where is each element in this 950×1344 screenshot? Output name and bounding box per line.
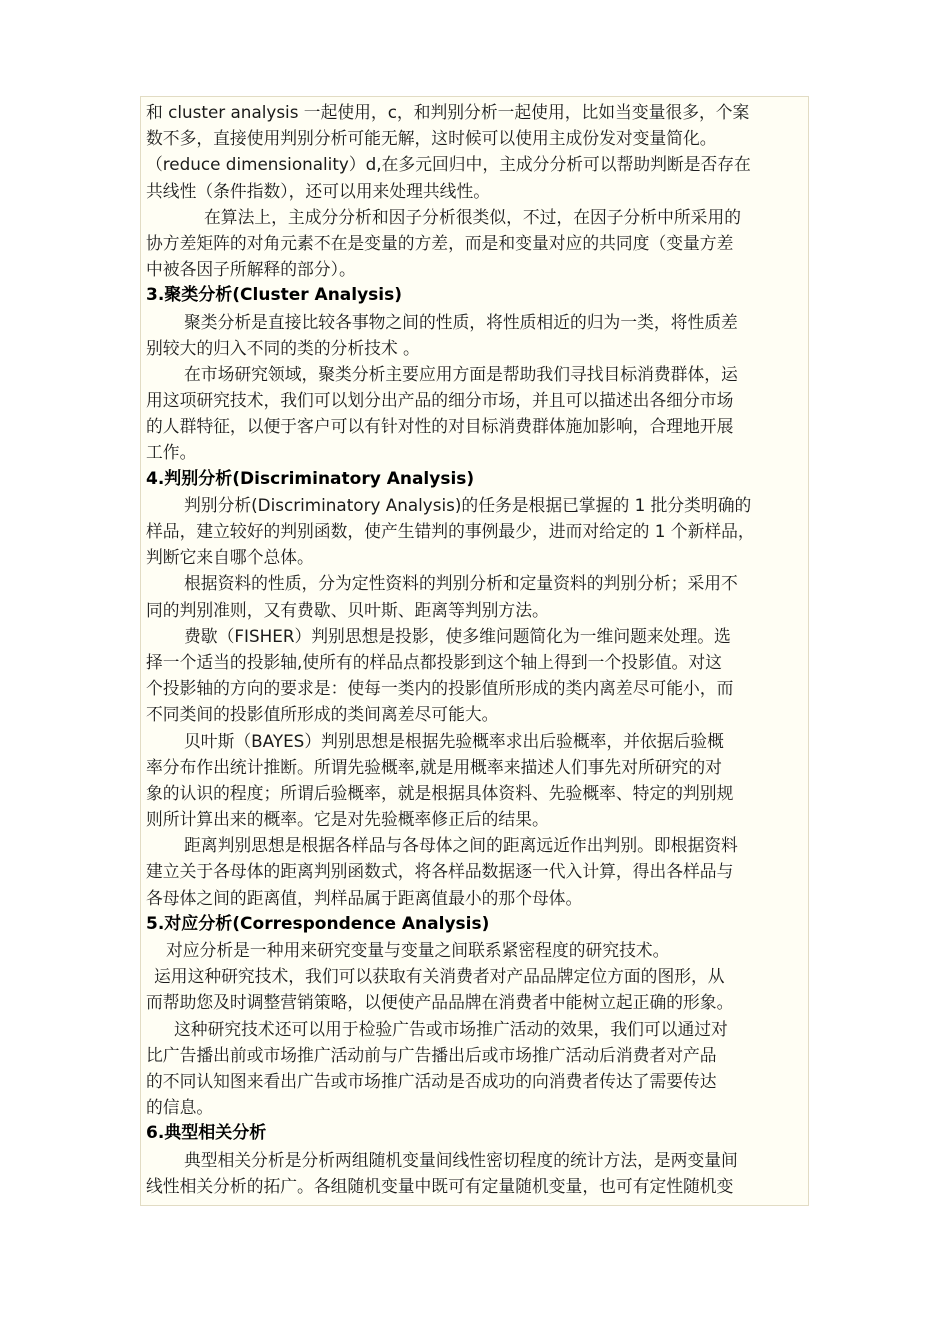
- paragraph-line: 判断它来自哪个总体。: [146, 547, 314, 568]
- paragraph-line: 不同类间的投影值所形成的类间离差尽可能大。: [146, 704, 499, 725]
- section-heading: 3.聚类分析(Cluster Analysis): [146, 285, 403, 306]
- document-body: [146, 99, 804, 1199]
- paragraph-line: 在市场研究领域，聚类分析主要应用方面是帮助我们寻找目标消费群体，运: [184, 363, 738, 384]
- section-heading: 6.典型相关分析: [146, 1123, 267, 1144]
- document-text-box: [140, 96, 809, 1206]
- paragraph-line: 个投影轴的方向的要求是：使每一类内的投影值所形成的类内离差尽可能小，而: [146, 678, 734, 699]
- paragraph-line: 比广告播出前或市场推广活动前与广告播出后或市场推广活动后消费者对产品: [146, 1044, 717, 1065]
- paragraph-line: 择一个适当的投影轴,使所有的样品点都投影到这个轴上得到一个投影值。对这: [146, 651, 722, 672]
- paragraph-line: 率分布作出统计推断。所谓先验概率,就是用概率来描述人们事先对所研究的对: [146, 756, 722, 777]
- paragraph-line: 距离判别思想是根据各样品与各母体之间的距离远近作出判别。即根据资料: [184, 835, 738, 856]
- paragraph-line: 则所计算出来的概率。它是对先验概率修正后的结果。: [146, 809, 549, 830]
- paragraph-line: 共线性（条件指数），还可以用来处理共线性。: [146, 180, 491, 201]
- paragraph-line: 建立关于各母体的距离判别函数式，将各样品数据逐一代入计算，得出各样品与: [146, 861, 734, 882]
- paragraph-line: 和 cluster analysis 一起使用，c，和判别分析一起使用，比如当变量很多，个案: [146, 102, 750, 122]
- paragraph-line: 根据资料的性质，分为定性资料的判别分析和定量资料的判别分析；采用不: [184, 573, 738, 594]
- paragraph-line: 数不多，直接使用判别分析可能无解，这时候可以使用主成份发对变量简化。: [146, 128, 717, 149]
- paragraph-line: 在算法上，主成分分析和因子分析很类似，不过，在因子分析中所采用的: [204, 206, 742, 227]
- paragraph-line: 线性相关分析的拓广。各组随机变量中既可有定量随机变量，也可有定性随机变: [146, 1175, 734, 1196]
- section-heading: 5.对应分析(Correspondence Analysis): [146, 913, 490, 934]
- paragraph-line: 用这项研究技术，我们可以划分出产品的细分市场，并且可以描述出各细分市场: [146, 390, 734, 411]
- paragraph-line: 工作。: [146, 442, 197, 463]
- paragraph-line: 运用这种研究技术，我们可以获取有关消费者对产品品牌定位方面的图形，从: [154, 966, 725, 987]
- paragraph-line: 样品，建立较好的判别函数，使产生错判的事例最少，进而对给定的 1 个新样品，: [146, 521, 755, 541]
- paragraph-line: 象的认识的程度；所谓后验概率，就是根据具体资料、先验概率、特定的判别规: [146, 782, 734, 803]
- paragraph-line: 而帮助您及时调整营销策略，以便使产品品牌在消费者中能树立起正确的形象。: [146, 992, 734, 1013]
- paragraph-line: 这种研究技术还可以用于检验广告或市场推广活动的效果，我们可以通过对: [174, 1018, 728, 1039]
- paragraph-line: 同的判别准则，又有费歇、贝叶斯、距离等判别方法。: [146, 599, 549, 620]
- paragraph-line: 贝叶斯（BAYES）判别思想是根据先验概率求出后验概率，并依据后验概: [184, 730, 724, 751]
- paragraph-line: 的不同认知图来看出广告或市场推广活动是否成功的向消费者传达了需要传达: [146, 1070, 717, 1091]
- paragraph-line: 判别分析(Discriminatory Analysis)的任务是根据已掌握的 1 批分类明确的: [184, 494, 752, 515]
- paragraph-line: 协方差矩阵的对角元素不在是变量的方差，而是和变量对应的共同度（变量方差: [146, 232, 734, 253]
- paragraph-line: （reduce dimensionality）d,在多元回归中，主成分分析可以帮助判断是否存在: [146, 154, 751, 175]
- paragraph-line: 别较大的归入不同的类的分析技术 。: [146, 337, 420, 358]
- paragraph-line: 中被各因子所解释的部分）。: [146, 259, 356, 280]
- paragraph-line: 的人群特征，以便于客户可以有针对性的对目标消费群体施加影响，合理地开展: [146, 416, 734, 437]
- paragraph-line: 典型相关分析是分析两组随机变量间线性密切程度的统计方法，是两变量间: [184, 1149, 738, 1170]
- paragraph-line: 各母体之间的距离值，判样品属于距离值最小的那个母体。: [146, 887, 583, 908]
- section-heading: 4.判别分析(Discriminatory Analysis): [146, 468, 475, 489]
- paragraph-line: 的信息。: [146, 1097, 214, 1118]
- paragraph-line: 费歇（FISHER）判别思想是投影，使多维问题简化为一维问题来处理。选: [184, 625, 731, 646]
- paragraph-line: 聚类分析是直接比较各事物之间的性质，将性质相近的归为一类，将性质差: [184, 311, 738, 332]
- paragraph-line: 对应分析是一种用来研究变量与变量之间联系紧密程度的研究技术。: [166, 940, 670, 960]
